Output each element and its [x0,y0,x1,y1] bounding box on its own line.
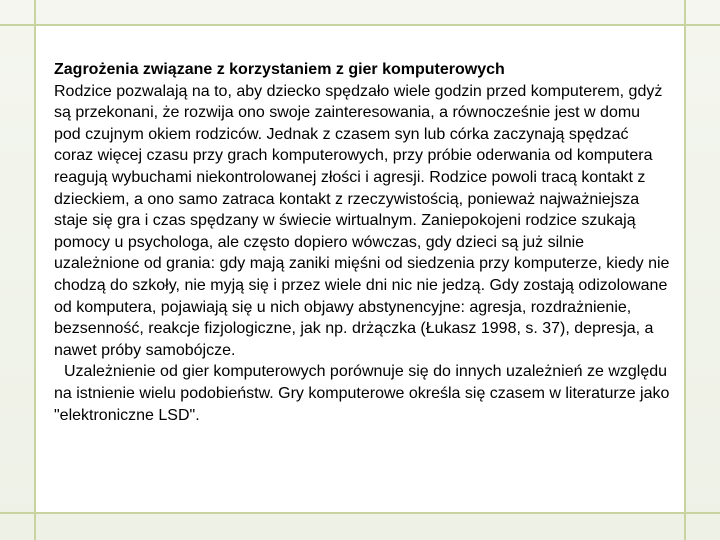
slide-text-area [54,59,670,426]
slide-heading: Zagrożenia związane z korzystaniem z gier komputerowych [54,61,505,78]
slide-paragraph-1: Rodzice pozwalają na to, aby dziecko spędzało wiele godzin przed komputerem, gdyż są przekonani, że rozwija ono swoje zainteresowania, a równocześnie jest w domu pod czujnym okiem rodziców. Jednak z czasem syn lub córka zaczynają spędzać coraz więcej czasu przy grach komputerowych, przy próbie oderwania od komputera reagują wybuchami niekontrolowanej złości i agresji. Rodzice powoli tracą kontakt z dzieckiem, a ono samo zatraca kontakt z rzeczywistością, ponieważ najważniejsza staje się gra i czas spędzany w świecie wirtualnym. Zaniepokojeni rodzice szukają pomocy u psychologa, ale często dopiero wówczas, gdy dzieci są już silnie uzależnione od grania: gdy mają zaniki mięśni od siedzenia przy komputerze, kiedy nie chodzą do szkoły, nie myją się i przez wiele dni nic nie jedzą. Gdy zostają odizolowane od komputera, pojawiają się u nich objawy abstynencyjne: agresja, rozdrażnienie, bezsenność, reakcje fizjologiczne, jak np. drżączka (Łukasz 1998, s. 37), depresja, a nawet próby samobójcze. [54,82,670,359]
frame-line-right [684,0,686,540]
frame-line-bottom [0,512,720,514]
slide-paragraph-2: Uzależnienie od gier komputerowych porównuje się do innych uzależnień ze względu na istnienie wielu podobieństw. Gry komputerowe określa się czasem w literaturze jako "elektroniczne LSD". [54,363,670,424]
